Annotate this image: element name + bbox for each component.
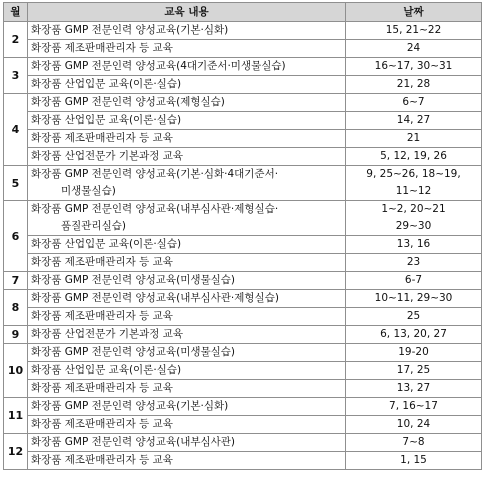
table-row [4,236,482,254]
date-cell [346,201,482,236]
course-text: 화장품 제조판매관리자 등 교육 [31,132,173,144]
date-text: 11~12 [395,185,432,197]
date-cell [346,416,482,434]
course-text: 화장품 산업입문 교육(이론·실습) [31,238,182,250]
header-course: 교육 내용 [28,3,346,22]
education-schedule-table [3,2,482,470]
table-row [4,380,482,398]
month-cell: 5 [4,166,28,201]
table-row [4,112,482,130]
date-cell [346,166,482,201]
date-text: 14, 27 [396,114,431,126]
date-cell [346,362,482,380]
course-cell [28,236,346,254]
date-cell [346,254,482,272]
date-text: 6-7 [404,274,423,286]
month-cell: 4 [4,94,28,166]
course-cell [28,362,346,380]
date-cell [346,398,482,416]
course-cell [28,344,346,362]
month-cell: 10 [4,344,28,398]
date-text: 5, 12, 19, 26 [380,150,447,162]
table-row [4,254,482,272]
date-cell [346,76,482,94]
date-text: 6, 13, 20, 27 [380,328,447,340]
course-text: 화장품 GMP 전문인력 양성교육(내부심사관·제형실습· [31,203,279,215]
course-cell [28,308,346,326]
table-row [4,148,482,166]
month-cell: 9 [4,326,28,344]
date-text: 6~7 [402,96,425,108]
table-row [4,201,482,236]
date-text: 1, 15 [400,454,427,466]
table-row [4,272,482,290]
course-text: 화장품 GMP 전문인력 양성교육(기본·심화) [31,400,229,412]
month-cell: 6 [4,201,28,272]
course-text: 화장품 제조판매관리자 등 교육 [31,382,173,394]
course-text: 화장품 GMP 전문인력 양성교육(내부심사관·제형실습) [31,292,279,304]
table-row [4,398,482,416]
header-row [4,3,482,22]
date-text: 21 [406,132,421,144]
course-text: 미생물실습) [61,185,116,197]
table-row [4,166,482,201]
date-cell [346,290,482,308]
course-text: 품질관리실습) [61,220,126,232]
header-month: 월 [4,3,28,22]
date-cell [346,94,482,112]
date-text: 7~8 [402,436,425,448]
date-cell [346,58,482,76]
header-date: 날짜 [346,3,482,22]
date-text: 10, 24 [396,418,431,430]
course-cell [28,22,346,40]
course-text: 화장품 GMP 전문인력 양성교육(미생물실습) [31,274,236,286]
table-row [4,308,482,326]
date-cell [346,308,482,326]
course-text: 화장품 산업입문 교육(이론·실습) [31,114,182,126]
course-cell [28,254,346,272]
table-row [4,94,482,112]
date-text: 15, 21~22 [385,24,442,36]
date-cell [346,22,482,40]
course-cell [28,94,346,112]
course-text: 화장품 제조판매관리자 등 교육 [31,256,173,268]
course-cell [28,272,346,290]
course-cell [28,40,346,58]
date-cell [346,452,482,470]
course-cell [28,166,346,201]
course-text: 화장품 산업입문 교육(이론·실습) [31,364,182,376]
course-cell [28,326,346,344]
course-text: 화장품 GMP 전문인력 양성교육(내부심사관) [31,436,236,448]
date-text: 9, 25~26, 18~19, [366,168,461,180]
table-row [4,326,482,344]
course-cell [28,76,346,94]
date-text: 1~2, 20~21 [381,203,446,215]
course-cell [28,416,346,434]
date-text: 10~11, 29~30 [374,292,453,304]
course-text: 화장품 산업입문 교육(이론·실습) [31,78,182,90]
course-cell [28,112,346,130]
date-text: 29~30 [395,220,432,232]
course-text: 화장품 GMP 전문인력 양성교육(기본·심화·4대기준서· [31,168,279,180]
course-cell [28,452,346,470]
date-cell [346,434,482,452]
month-cell: 7 [4,272,28,290]
course-cell [28,201,346,236]
month-cell: 2 [4,22,28,58]
date-text: 16~17, 30~31 [374,60,453,72]
date-text: 25 [406,310,421,322]
date-text: 21, 28 [396,78,431,90]
date-cell [346,112,482,130]
month-cell: 8 [4,290,28,326]
course-text: 화장품 제조판매관리자 등 교육 [31,42,173,54]
table-row [4,344,482,362]
table-header [4,3,482,22]
month-cell: 3 [4,58,28,94]
table-row [4,416,482,434]
course-cell [28,434,346,452]
course-text: 화장품 산업전문가 기본과정 교육 [31,150,184,162]
course-cell [28,148,346,166]
date-text: 24 [406,42,421,54]
month-cell: 12 [4,434,28,470]
table-row [4,76,482,94]
course-cell [28,380,346,398]
course-cell [28,398,346,416]
date-text: 23 [406,256,421,268]
date-text: 17, 25 [396,364,431,376]
table-row [4,290,482,308]
course-cell [28,130,346,148]
date-text: 13, 16 [396,238,431,250]
course-cell [28,58,346,76]
course-text: 화장품 제조판매관리자 등 교육 [31,454,173,466]
date-cell [346,380,482,398]
date-cell [346,148,482,166]
date-cell [346,272,482,290]
date-cell [346,130,482,148]
date-text: 19-20 [398,346,429,358]
date-cell [346,236,482,254]
table-row [4,22,482,40]
table-row [4,434,482,452]
date-text: 7, 16~17 [389,400,438,412]
table-row [4,58,482,76]
date-cell [346,344,482,362]
table-row [4,362,482,380]
date-text: 13, 27 [396,382,431,394]
date-cell [346,326,482,344]
table-body [4,22,482,470]
table-row [4,40,482,58]
course-text: 화장품 제조판매관리자 등 교육 [31,310,173,322]
table-row [4,452,482,470]
course-text: 화장품 산업전문가 기본과정 교육 [31,328,184,340]
course-text: 화장품 GMP 전문인력 양성교육(제형실습) [31,96,225,108]
table-row [4,130,482,148]
course-text: 화장품 GMP 전문인력 양성교육(미생물실습) [31,346,236,358]
month-cell: 11 [4,398,28,434]
course-text: 화장품 GMP 전문인력 양성교육(4대기준서·미생물실습) [31,60,286,72]
course-cell [28,290,346,308]
date-cell [346,40,482,58]
course-text: 화장품 제조판매관리자 등 교육 [31,418,173,430]
course-text: 화장품 GMP 전문인력 양성교육(기본·심화) [31,24,229,36]
